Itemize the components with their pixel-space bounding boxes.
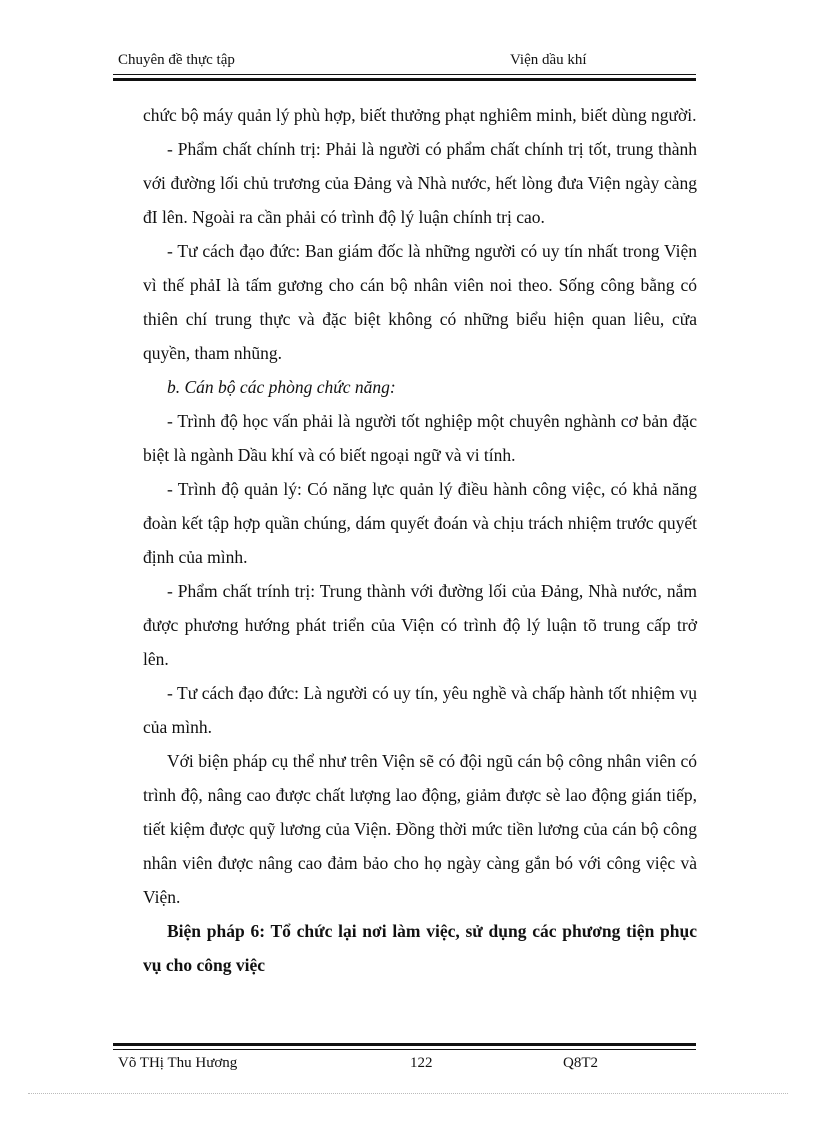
footer-page-number: 122 [410, 1055, 433, 1071]
paragraph-political-quality: - Phẩm chất chính trị: Phải là người có phẩm chất chính trị tốt, trung thành với đường lối chủ trương của Đảng và Nhà nước, hết lòng đưa Viện ngày càng đI lên. Ngoài ra cần phải có trình độ lý luận chính trị cao. [143, 139, 697, 227]
paragraph-education-level: - Trình độ học vấn phải là người tốt nghiệp một chuyên nghành cơ bản đặc biệt là ngành Dầu khí và có biết ngoại ngữ và vi tính. [143, 411, 697, 465]
page-header [118, 52, 698, 76]
paragraph-political-quality-staff: - Phẩm chất trính trị: Trung thành với đường lối của Đảng, Nhà nước, nắm được phương hướng phát triển của Viện có trình độ lý luận tõ trung cấp trở lên. [143, 581, 697, 669]
heading-measure-6: Biện pháp 6: Tổ chức lại nơi làm việc, sử dụng các phương tiện phục vụ cho công việc [143, 921, 697, 975]
header-rule-thin [113, 74, 696, 75]
footer-class-code: Q8T2 [563, 1055, 598, 1071]
header-rule-thick [113, 78, 696, 81]
footer-rule-thin [113, 1049, 696, 1050]
paragraph-management-continuation: chức bộ máy quản lý phù hợp, biết thưởng phạt nghiêm minh, biết dùng người. [143, 105, 697, 125]
paragraph-ethics-directors: - Tư cách đạo đức: Ban giám đốc là những người có uy tín nhất trong Viện vì thế phảI là tấm gương cho cán bộ nhân viên noi theo. Sống công bằng có thiên chí trung thực và đặc biệt không có những biểu hiện quan liêu, cửa quyền, tham nhũng. [143, 241, 697, 363]
paragraph-ethics-staff: - Tư cách đạo đức: Là người có uy tín, yêu nghề và chấp hành tốt nhiệm vụ của mình. [143, 683, 697, 737]
subheading-functional-staff: b. Cán bộ các phòng chức năng: [167, 377, 396, 397]
page-body [143, 98, 697, 982]
header-document-type: Chuyên đề thực tập [118, 52, 235, 68]
footer-author: Võ THị Thu Hương [118, 1055, 238, 1071]
footer-rule-thick [113, 1043, 696, 1046]
paragraph-management-skill: - Trình độ quản lý: Có năng lực quản lý điều hành công việc, có khả năng đoàn kết tập hợp quần chúng, dám quyết đoán và chịu trách nhiệm trước quyết định của mình. [143, 479, 697, 567]
paragraph-summary: Với biện pháp cụ thể như trên Viện sẽ có đội ngũ cán bộ công nhân viên có trình độ, nâng cao được chất lượng lao động, giảm được sè lao động gián tiếp, tiết kiệm được quỹ lương của Viện. Đồng thời mức tiền lương của cán bộ công nhân viên được nâng cao đảm bảo cho họ ngày càng gắn bó với công việc và Viện. [143, 751, 697, 907]
page-footer [118, 1055, 698, 1079]
header-organization: Viện dầu khí [510, 52, 587, 68]
page-break-line [28, 1093, 788, 1094]
